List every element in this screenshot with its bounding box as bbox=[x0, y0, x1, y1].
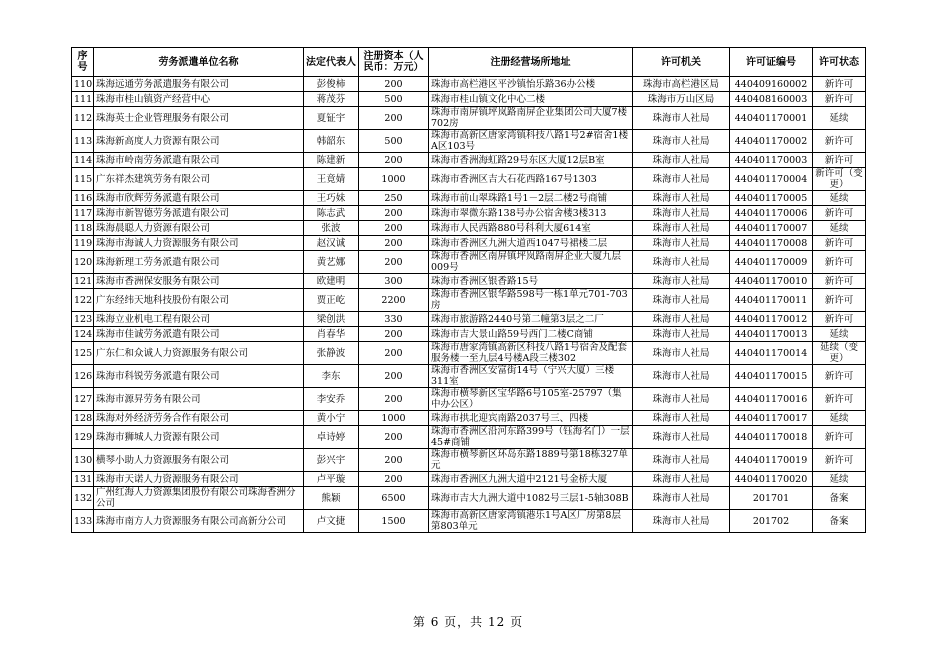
cell-license-no: 440401170006 bbox=[730, 206, 813, 221]
cell-status: 新许可 bbox=[813, 449, 866, 472]
cell-legal-rep: 贾正屹 bbox=[304, 289, 359, 312]
cell-address: 珠海市吉大景山路59号西门二楼C商铺 bbox=[429, 327, 633, 342]
cell-seq: 131 bbox=[72, 472, 94, 487]
cell-capital: 200 bbox=[359, 153, 429, 168]
cell-license-no: 440401170013 bbox=[730, 327, 813, 342]
cell-address: 珠海市香洲区南屏镇坪岚路南屏企业大厦九层009号 bbox=[429, 251, 633, 274]
cell-authority: 珠海市人社局 bbox=[633, 487, 730, 510]
cell-capital: 6500 bbox=[359, 487, 429, 510]
table-row bbox=[72, 206, 866, 221]
cell-legal-rep: 张波 bbox=[304, 221, 359, 236]
cell-legal-rep: 韩韶东 bbox=[304, 130, 359, 153]
table-row bbox=[72, 342, 866, 365]
cell-authority: 珠海市人社局 bbox=[633, 221, 730, 236]
cell-authority: 珠海市人社局 bbox=[633, 107, 730, 130]
table-row bbox=[72, 510, 866, 533]
cell-legal-rep: 李东 bbox=[304, 365, 359, 388]
cell-company: 广州红海人力资源集团股份有限公司珠海香洲分公司 bbox=[94, 487, 304, 510]
table-row bbox=[72, 472, 866, 487]
table-row bbox=[72, 312, 866, 327]
cell-address: 珠海市横琴新区宝华路6号105室-25797（集中办公区） bbox=[429, 388, 633, 411]
table-row bbox=[72, 130, 866, 153]
cell-company: 珠海市岭南劳务派遣有限公司 bbox=[94, 153, 304, 168]
cell-authority: 珠海市人社局 bbox=[633, 289, 730, 312]
cell-status: 延续 bbox=[813, 221, 866, 236]
table-row bbox=[72, 236, 866, 251]
cell-license-no: 440401170003 bbox=[730, 153, 813, 168]
cell-capital: 1000 bbox=[359, 168, 429, 191]
cell-seq: 116 bbox=[72, 191, 94, 206]
table-row bbox=[72, 77, 866, 92]
cell-status: 延续（变更） bbox=[813, 342, 866, 365]
cell-company: 珠海英士企业管理服务有限公司 bbox=[94, 107, 304, 130]
cell-status: 新许可 bbox=[813, 77, 866, 92]
table-row bbox=[72, 221, 866, 236]
cell-status: 新许可 bbox=[813, 92, 866, 107]
cell-license-no: 440401170018 bbox=[730, 426, 813, 449]
cell-authority: 珠海市人社局 bbox=[633, 130, 730, 153]
cell-capital: 200 bbox=[359, 365, 429, 388]
header-capital: 注册资本（人民币：万元） bbox=[359, 48, 429, 77]
cell-legal-rep: 赵汉诚 bbox=[304, 236, 359, 251]
cell-authority: 珠海市人社局 bbox=[633, 236, 730, 251]
cell-license-no: 440401170005 bbox=[730, 191, 813, 206]
cell-authority: 珠海市人社局 bbox=[633, 472, 730, 487]
cell-company: 珠海市狮城人力资源有限公司 bbox=[94, 426, 304, 449]
table-row bbox=[72, 191, 866, 206]
cell-seq: 124 bbox=[72, 327, 94, 342]
cell-license-no: 440401170007 bbox=[730, 221, 813, 236]
cell-seq: 115 bbox=[72, 168, 94, 191]
cell-authority: 珠海市万山区局 bbox=[633, 92, 730, 107]
cell-company: 珠海市桂山镇资产经营中心 bbox=[94, 92, 304, 107]
cell-authority: 珠海市人社局 bbox=[633, 206, 730, 221]
cell-seq: 126 bbox=[72, 365, 94, 388]
cell-legal-rep: 欧建明 bbox=[304, 274, 359, 289]
cell-legal-rep: 熊颖 bbox=[304, 487, 359, 510]
cell-address: 珠海市唐家湾镇高新区科技八路1号宿舍及配套服务楼一至九层4号楼A段三楼302 bbox=[429, 342, 633, 365]
cell-address: 珠海市高新区唐家湾镇科技八路1号2#宿舍1楼A区103号 bbox=[429, 130, 633, 153]
labor-dispatch-license-table bbox=[71, 47, 866, 533]
cell-license-no: 440401170002 bbox=[730, 130, 813, 153]
cell-legal-rep: 陈志武 bbox=[304, 206, 359, 221]
cell-legal-rep: 王巧妹 bbox=[304, 191, 359, 206]
cell-company: 珠海市科锐劳务派遣有限公司 bbox=[94, 365, 304, 388]
cell-status: 新许可 bbox=[813, 130, 866, 153]
cell-license-no: 440401170015 bbox=[730, 365, 813, 388]
table-row bbox=[72, 168, 866, 191]
cell-capital: 2200 bbox=[359, 289, 429, 312]
cell-seq: 132 bbox=[72, 487, 94, 510]
table-header-row bbox=[72, 48, 866, 77]
cell-address: 珠海市前山翠珠路1号1－2层二楼2号商铺 bbox=[429, 191, 633, 206]
cell-company: 珠海市南方人力资源服务有限公司高新分公司 bbox=[94, 510, 304, 533]
table-row bbox=[72, 92, 866, 107]
table-row bbox=[72, 365, 866, 388]
cell-seq: 114 bbox=[72, 153, 94, 168]
cell-legal-rep: 张静波 bbox=[304, 342, 359, 365]
cell-status: 新许可 bbox=[813, 251, 866, 274]
cell-address: 珠海市拱北迎宾南路2037号三、四楼 bbox=[429, 411, 633, 426]
cell-company: 珠海市佳诚劳务派遣有限公司 bbox=[94, 327, 304, 342]
cell-authority: 珠海市人社局 bbox=[633, 312, 730, 327]
cell-address: 珠海市香洲区安富街14号（宁兴大厦）三楼311室 bbox=[429, 365, 633, 388]
cell-seq: 113 bbox=[72, 130, 94, 153]
table-row bbox=[72, 327, 866, 342]
cell-status: 新许可 bbox=[813, 206, 866, 221]
cell-legal-rep: 李安乔 bbox=[304, 388, 359, 411]
cell-company: 珠海市海诚人力资源服务有限公司 bbox=[94, 236, 304, 251]
cell-address: 珠海市高栏港区平沙镇怡乐路36办公楼 bbox=[429, 77, 633, 92]
cell-license-no: 440408160003 bbox=[730, 92, 813, 107]
cell-seq: 122 bbox=[72, 289, 94, 312]
table-row bbox=[72, 153, 866, 168]
cell-capital: 200 bbox=[359, 449, 429, 472]
cell-company: 珠海市天诺人力资源服务有限公司 bbox=[94, 472, 304, 487]
cell-address: 珠海市香洲区九洲大道西1047号裙楼二层 bbox=[429, 236, 633, 251]
table-row bbox=[72, 274, 866, 289]
cell-capital: 200 bbox=[359, 206, 429, 221]
cell-license-no: 440401170020 bbox=[730, 472, 813, 487]
cell-license-no: 201702 bbox=[730, 510, 813, 533]
cell-legal-rep: 蒋茂芬 bbox=[304, 92, 359, 107]
cell-legal-rep: 卢文捷 bbox=[304, 510, 359, 533]
cell-authority: 珠海市人社局 bbox=[633, 388, 730, 411]
cell-license-no: 440401170016 bbox=[730, 388, 813, 411]
cell-capital: 500 bbox=[359, 92, 429, 107]
cell-capital: 500 bbox=[359, 130, 429, 153]
cell-legal-rep: 黄艺娜 bbox=[304, 251, 359, 274]
cell-legal-rep: 夏钲宇 bbox=[304, 107, 359, 130]
cell-seq: 110 bbox=[72, 77, 94, 92]
table-body bbox=[72, 77, 866, 533]
cell-address: 珠海市香洲区吉大石花西路167号1303 bbox=[429, 168, 633, 191]
cell-legal-rep: 陈建新 bbox=[304, 153, 359, 168]
cell-company: 珠海远通劳务派遣服务有限公司 bbox=[94, 77, 304, 92]
cell-license-no: 440401170009 bbox=[730, 251, 813, 274]
cell-authority: 珠海市人社局 bbox=[633, 411, 730, 426]
cell-status: 备案 bbox=[813, 510, 866, 533]
header-authority: 许可机关 bbox=[633, 48, 730, 77]
cell-capital: 200 bbox=[359, 327, 429, 342]
cell-status: 新许可 bbox=[813, 365, 866, 388]
cell-legal-rep: 卓诗婷 bbox=[304, 426, 359, 449]
cell-company: 横琴小助人力资源服务有限公司 bbox=[94, 449, 304, 472]
cell-address: 珠海市吉大九洲大道中1082号三层1-5轴308B bbox=[429, 487, 633, 510]
cell-status: 延续 bbox=[813, 411, 866, 426]
cell-address: 珠海市桂山镇文化中心二楼 bbox=[429, 92, 633, 107]
cell-authority: 珠海市人社局 bbox=[633, 191, 730, 206]
cell-seq: 111 bbox=[72, 92, 94, 107]
cell-capital: 1500 bbox=[359, 510, 429, 533]
cell-capital: 1000 bbox=[359, 411, 429, 426]
cell-legal-rep: 彭兴宇 bbox=[304, 449, 359, 472]
cell-seq: 121 bbox=[72, 274, 94, 289]
cell-seq: 128 bbox=[72, 411, 94, 426]
cell-capital: 200 bbox=[359, 77, 429, 92]
cell-seq: 133 bbox=[72, 510, 94, 533]
cell-address: 珠海市高新区唐家湾镇港乐1号A区厂房第8层第803单元 bbox=[429, 510, 633, 533]
cell-company: 珠海新高度人力资源有限公司 bbox=[94, 130, 304, 153]
cell-license-no: 201701 bbox=[730, 487, 813, 510]
cell-legal-rep: 梁创洪 bbox=[304, 312, 359, 327]
cell-status: 延续 bbox=[813, 107, 866, 130]
cell-license-no: 440401170001 bbox=[730, 107, 813, 130]
cell-status: 新许可 bbox=[813, 274, 866, 289]
cell-seq: 119 bbox=[72, 236, 94, 251]
cell-company: 珠海市源昇劳务有限公司 bbox=[94, 388, 304, 411]
cell-status: 延续 bbox=[813, 191, 866, 206]
cell-address: 珠海市香洲区沿河东路399号（钰海名门）一层45#商铺 bbox=[429, 426, 633, 449]
cell-license-no: 440401170017 bbox=[730, 411, 813, 426]
cell-company: 广东祥杰建筑劳务有限公司 bbox=[94, 168, 304, 191]
cell-capital: 200 bbox=[359, 236, 429, 251]
cell-company: 珠海对外经济劳务合作有限公司 bbox=[94, 411, 304, 426]
cell-seq: 125 bbox=[72, 342, 94, 365]
cell-company: 广东经纬天地科技股份有限公司 bbox=[94, 289, 304, 312]
cell-status: 新许可 bbox=[813, 236, 866, 251]
cell-license-no: 440401170019 bbox=[730, 449, 813, 472]
cell-address: 珠海市横琴新区环岛东路1889号第18栋327单元 bbox=[429, 449, 633, 472]
cell-authority: 珠海市高栏港区局 bbox=[633, 77, 730, 92]
cell-capital: 250 bbox=[359, 191, 429, 206]
cell-legal-rep: 卢平璇 bbox=[304, 472, 359, 487]
cell-authority: 珠海市人社局 bbox=[633, 510, 730, 533]
cell-status: 新许可 bbox=[813, 289, 866, 312]
cell-company: 珠海新理工劳务派遣有限公司 bbox=[94, 251, 304, 274]
page-number-footer: 第 6 页，共 12 页 bbox=[412, 615, 524, 629]
cell-capital: 200 bbox=[359, 388, 429, 411]
cell-company: 广东仁和众诚人力资源服务有限公司 bbox=[94, 342, 304, 365]
cell-authority: 珠海市人社局 bbox=[633, 251, 730, 274]
header-company: 劳务派遣单位名称 bbox=[94, 48, 304, 77]
cell-seq: 118 bbox=[72, 221, 94, 236]
cell-status: 备案 bbox=[813, 487, 866, 510]
cell-license-no: 440401170012 bbox=[730, 312, 813, 327]
table-row bbox=[72, 426, 866, 449]
cell-authority: 珠海市人社局 bbox=[633, 449, 730, 472]
table-row bbox=[72, 411, 866, 426]
cell-status: 新许可 bbox=[813, 153, 866, 168]
table-row bbox=[72, 289, 866, 312]
cell-capital: 330 bbox=[359, 312, 429, 327]
cell-seq: 129 bbox=[72, 426, 94, 449]
cell-address: 珠海市香洲区银香路15号 bbox=[429, 274, 633, 289]
cell-license-no: 440401170014 bbox=[730, 342, 813, 365]
cell-company: 珠海市新智德劳务派遣有限公司 bbox=[94, 206, 304, 221]
cell-company: 珠海市欣辉劳务派遣有限公司 bbox=[94, 191, 304, 206]
cell-seq: 117 bbox=[72, 206, 94, 221]
cell-seq: 120 bbox=[72, 251, 94, 274]
cell-seq: 112 bbox=[72, 107, 94, 130]
cell-legal-rep: 黄小宁 bbox=[304, 411, 359, 426]
cell-capital: 200 bbox=[359, 221, 429, 236]
cell-authority: 珠海市人社局 bbox=[633, 153, 730, 168]
cell-authority: 珠海市人社局 bbox=[633, 365, 730, 388]
cell-seq: 127 bbox=[72, 388, 94, 411]
header-license-no: 许可证编号 bbox=[730, 48, 813, 77]
cell-legal-rep: 王竟婧 bbox=[304, 168, 359, 191]
cell-authority: 珠海市人社局 bbox=[633, 426, 730, 449]
cell-capital: 200 bbox=[359, 107, 429, 130]
header-legal-rep: 法定代表人 bbox=[304, 48, 359, 77]
cell-status: 新许可（变更） bbox=[813, 168, 866, 191]
cell-capital: 300 bbox=[359, 274, 429, 289]
cell-seq: 123 bbox=[72, 312, 94, 327]
cell-address: 珠海市香洲海虹路29号东区大厦12层B室 bbox=[429, 153, 633, 168]
cell-address: 珠海市香洲区九洲大道中2121号金桥大厦 bbox=[429, 472, 633, 487]
cell-address: 珠海市香洲区银华路598号一栋1单元701-703房 bbox=[429, 289, 633, 312]
table-row bbox=[72, 487, 866, 510]
header-seq: 序号 bbox=[72, 48, 94, 77]
cell-company: 珠海市香洲保安服务有限公司 bbox=[94, 274, 304, 289]
cell-address: 珠海市旅游路2440号第二幢第3层之二厂 bbox=[429, 312, 633, 327]
cell-legal-rep: 彭俊柿 bbox=[304, 77, 359, 92]
cell-capital: 200 bbox=[359, 251, 429, 274]
cell-status: 延续 bbox=[813, 472, 866, 487]
cell-capital: 200 bbox=[359, 472, 429, 487]
cell-status: 新许可 bbox=[813, 426, 866, 449]
cell-company: 珠海晨聪人力资源有限公司 bbox=[94, 221, 304, 236]
header-status: 许可状态 bbox=[813, 48, 866, 77]
cell-authority: 珠海市人社局 bbox=[633, 274, 730, 289]
cell-seq: 130 bbox=[72, 449, 94, 472]
cell-authority: 珠海市人社局 bbox=[633, 342, 730, 365]
cell-authority: 珠海市人社局 bbox=[633, 327, 730, 342]
cell-status: 新许可 bbox=[813, 312, 866, 327]
table-row bbox=[72, 251, 866, 274]
cell-license-no: 440401170010 bbox=[730, 274, 813, 289]
cell-legal-rep: 肖春华 bbox=[304, 327, 359, 342]
cell-capital: 200 bbox=[359, 342, 429, 365]
header-address: 注册经营场所地址 bbox=[429, 48, 633, 77]
cell-license-no: 440409160002 bbox=[730, 77, 813, 92]
cell-license-no: 440401170004 bbox=[730, 168, 813, 191]
cell-address: 珠海市南屏镇坪岚路南屏企业集团公司大厦7楼702房 bbox=[429, 107, 633, 130]
cell-authority: 珠海市人社局 bbox=[633, 168, 730, 191]
table-row bbox=[72, 449, 866, 472]
table-row bbox=[72, 388, 866, 411]
cell-status: 新许可 bbox=[813, 388, 866, 411]
cell-license-no: 440401170008 bbox=[730, 236, 813, 251]
table-row bbox=[72, 107, 866, 130]
cell-company: 珠海立业机电工程有限公司 bbox=[94, 312, 304, 327]
cell-address: 珠海市人民西路880号科利大厦614室 bbox=[429, 221, 633, 236]
cell-capital: 200 bbox=[359, 426, 429, 449]
cell-status: 延续 bbox=[813, 327, 866, 342]
cell-address: 珠海市翠微东路138号办公宿舍楼3楼313 bbox=[429, 206, 633, 221]
cell-license-no: 440401170011 bbox=[730, 289, 813, 312]
